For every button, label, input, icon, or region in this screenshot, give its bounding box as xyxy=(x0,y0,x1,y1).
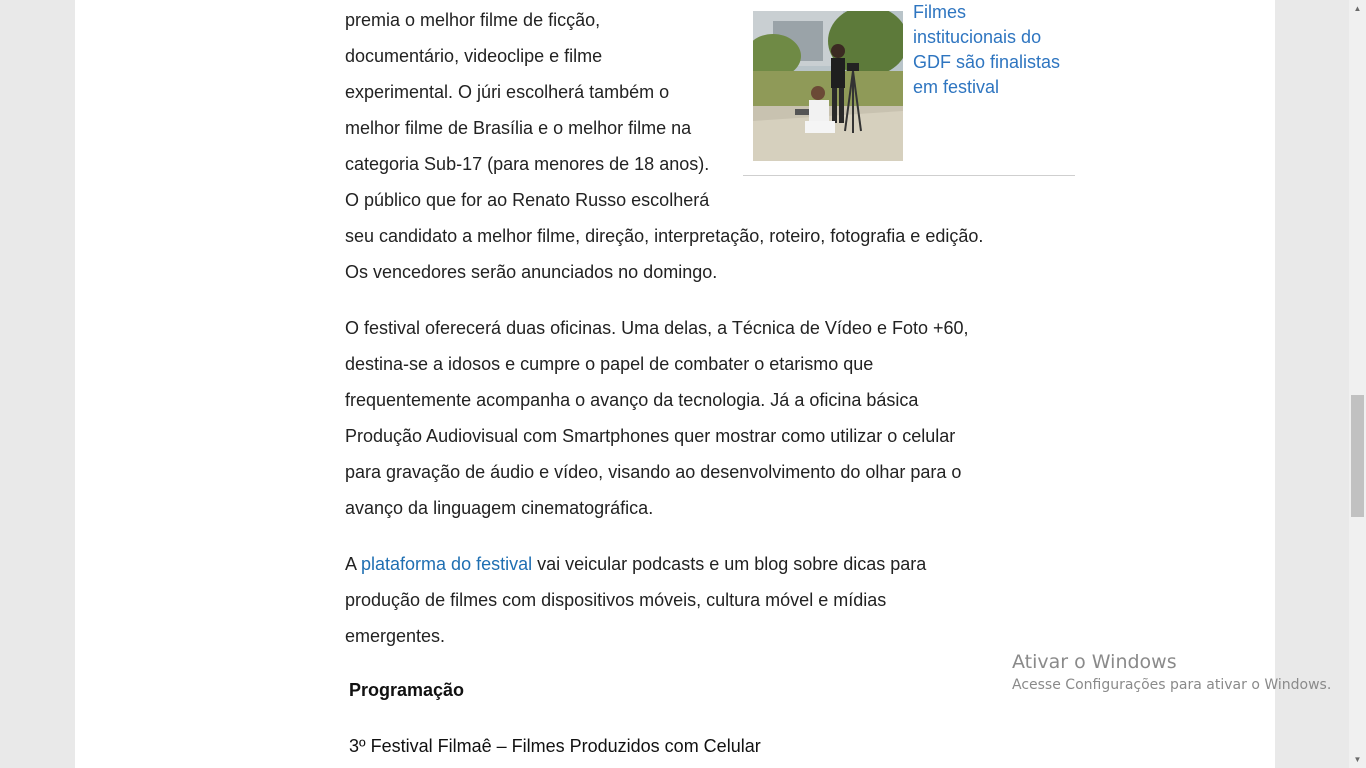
windows-activation-watermark xyxy=(1012,650,1331,696)
article-paragraph-3 xyxy=(345,546,985,654)
related-article-thumbnail[interactable] xyxy=(753,11,903,161)
text-line: categoria Sub-17 (para menores de 18 anos). xyxy=(345,154,710,174)
watermark-subtitle: Acesse Configurações para ativar o Windows. xyxy=(1012,677,1332,693)
text-line: experimental. O júri escolherá também o xyxy=(345,82,670,102)
text-line: seu candidato a melhor filme, direção, interpretação, roteiro, fotografia e edição. xyxy=(345,226,984,246)
scroll-down-arrow-icon[interactable]: ▼ xyxy=(1353,755,1362,764)
text-line: Os vencedores serão anunciados no domingo. xyxy=(345,262,718,282)
paragraph-text: vai veicular podcasts e um blog sobre dicas para produção de filmes com dispositivos móveis, cultura móvel e mídias emergentes. xyxy=(345,554,927,646)
program-item: 3º Festival Filmaê – Filmes Produzidos com Celular xyxy=(349,736,761,756)
festival-platform-link[interactable]: plataforma do festival xyxy=(361,554,533,574)
text-line: documentário, videoclipe e filme xyxy=(345,46,603,66)
section-heading-programacao: Programação xyxy=(349,680,465,700)
related-article-title-link[interactable]: Filmes institucionais do GDF são finalistas em festival xyxy=(913,2,1061,97)
vertical-scrollbar[interactable] xyxy=(1349,0,1366,768)
related-article-card[interactable] xyxy=(743,0,1075,176)
paragraph-text: A xyxy=(345,554,362,574)
text-line: O público que for ao Renato Russo escolherá xyxy=(345,190,710,210)
scrollbar-thumb[interactable] xyxy=(1351,395,1364,517)
scroll-up-arrow-icon[interactable]: ▲ xyxy=(1353,4,1362,13)
text-line: premia o melhor filme de ficção, xyxy=(345,10,601,30)
article-paragraph-2: O festival oferecerá duas oficinas. Uma delas, a Técnica de Vídeo e Foto +60, destina-se a idosos e cumpre o papel de combater o etarismo que frequentemente acompanha o avanço da tecnologia. Já a oficina básica Produção Audiovisual com Smartphones quer mostrar como utilizar o celular para gravação de áudio e vídeo, visando ao desenvolvimento do olhar para o avanço da linguagem cinematográfica. xyxy=(345,318,969,518)
photo-filmmakers-thumbnail-icon xyxy=(753,11,903,161)
text-line: melhor filme de Brasília e o melhor filme na xyxy=(345,118,692,138)
watermark-title: Ativar o Windows xyxy=(1012,651,1177,673)
